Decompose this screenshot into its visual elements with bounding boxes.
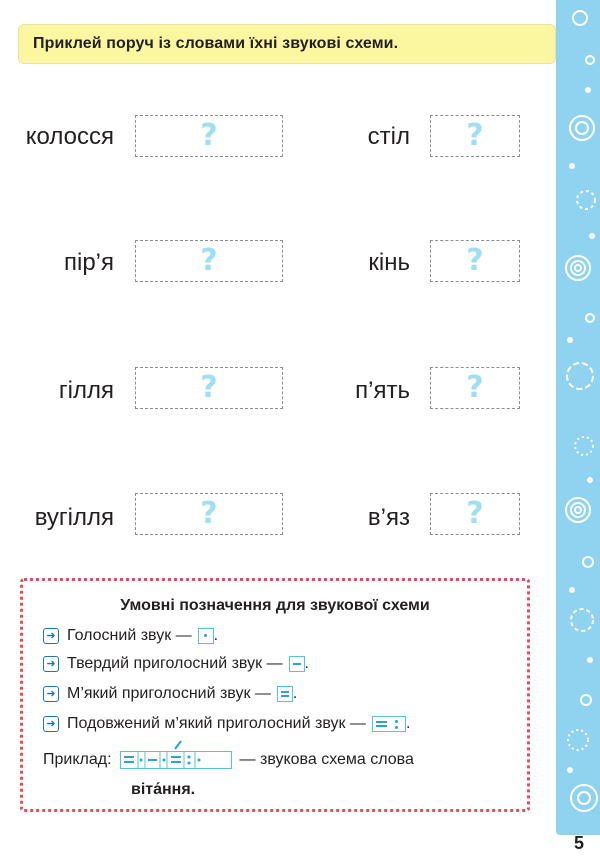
sticker-slot-right-3[interactable] [430, 367, 520, 409]
sticker-slot-left-3[interactable] [135, 367, 283, 409]
sticker-slot-left-1[interactable] [135, 115, 283, 157]
vowel-symbol-icon [198, 628, 214, 644]
legend-item-text: М’який приголосний звук — [67, 685, 271, 702]
word-left-3: гілля [58, 377, 114, 404]
decorative-side-strip [556, 0, 600, 835]
question-mark-icon: ? [200, 370, 218, 405]
question-mark-icon: ? [200, 496, 218, 531]
question-mark-icon: ? [466, 118, 484, 153]
soft-consonant-symbol-icon [277, 686, 293, 702]
arrow-right-icon: ➜ [43, 716, 59, 732]
word-left-4: вугілля [34, 504, 114, 531]
legend-example [43, 751, 414, 769]
sticker-slot-left-4[interactable] [135, 493, 283, 535]
legend-title: Умовні позначення для звукової схеми [120, 597, 430, 614]
hard-consonant-symbol-icon [289, 656, 305, 672]
page-number: 5 [574, 833, 585, 853]
question-mark-icon: ? [466, 496, 484, 531]
example-scheme-icon [120, 751, 232, 769]
instruction-banner [18, 24, 556, 64]
example-word: віта́ння. [131, 781, 196, 798]
legend-item-soft-consonant: ➜ М’який приголосний звук — . [43, 685, 297, 703]
sticker-slot-left-2[interactable] [135, 240, 283, 282]
example-text: — звукова схема слова [239, 751, 414, 768]
word-right-3: п’ять [355, 377, 410, 404]
question-mark-icon: ? [466, 243, 484, 278]
question-mark-icon: ? [466, 370, 484, 405]
legend-item-hard-consonant: ➜ Твердий приголосний звук — . [43, 655, 309, 673]
circle-pattern-decoration [556, 0, 600, 835]
word-right-1: стіл [367, 123, 410, 150]
sticker-slot-right-2[interactable] [430, 240, 520, 282]
legend-item-vowel: ➜ Голосний звук — . [43, 627, 218, 645]
word-left-1: колосся [25, 123, 114, 150]
word-right-2: кінь [368, 249, 410, 276]
legend-item-text: Голосний звук — [67, 627, 192, 644]
arrow-right-icon: ➜ [43, 686, 59, 702]
arrow-right-icon: ➜ [43, 656, 59, 672]
sticker-slot-right-4[interactable] [430, 493, 520, 535]
word-left-2: пір’я [63, 249, 114, 276]
instruction-text: Приклей поруч із словами їхні звукові схеми. [33, 35, 399, 52]
example-label: Приклад: [43, 751, 112, 768]
arrow-right-icon: ➜ [43, 628, 59, 644]
legend-item-text: Твердий приголосний звук — [67, 655, 283, 672]
legend-box [20, 578, 530, 812]
word-right-4: в’яз [367, 504, 410, 531]
stress-mark-icon [173, 740, 183, 750]
sticker-slot-right-1[interactable] [430, 115, 520, 157]
question-mark-icon: ? [200, 243, 218, 278]
question-mark-icon: ? [200, 118, 218, 153]
legend-item-long-soft-consonant: ➜ Подовжений м’який приголосний звук — . [43, 715, 410, 733]
long-soft-consonant-symbol-icon [372, 716, 406, 732]
legend-item-text: Подовжений м’який приголосний звук — [67, 715, 366, 732]
